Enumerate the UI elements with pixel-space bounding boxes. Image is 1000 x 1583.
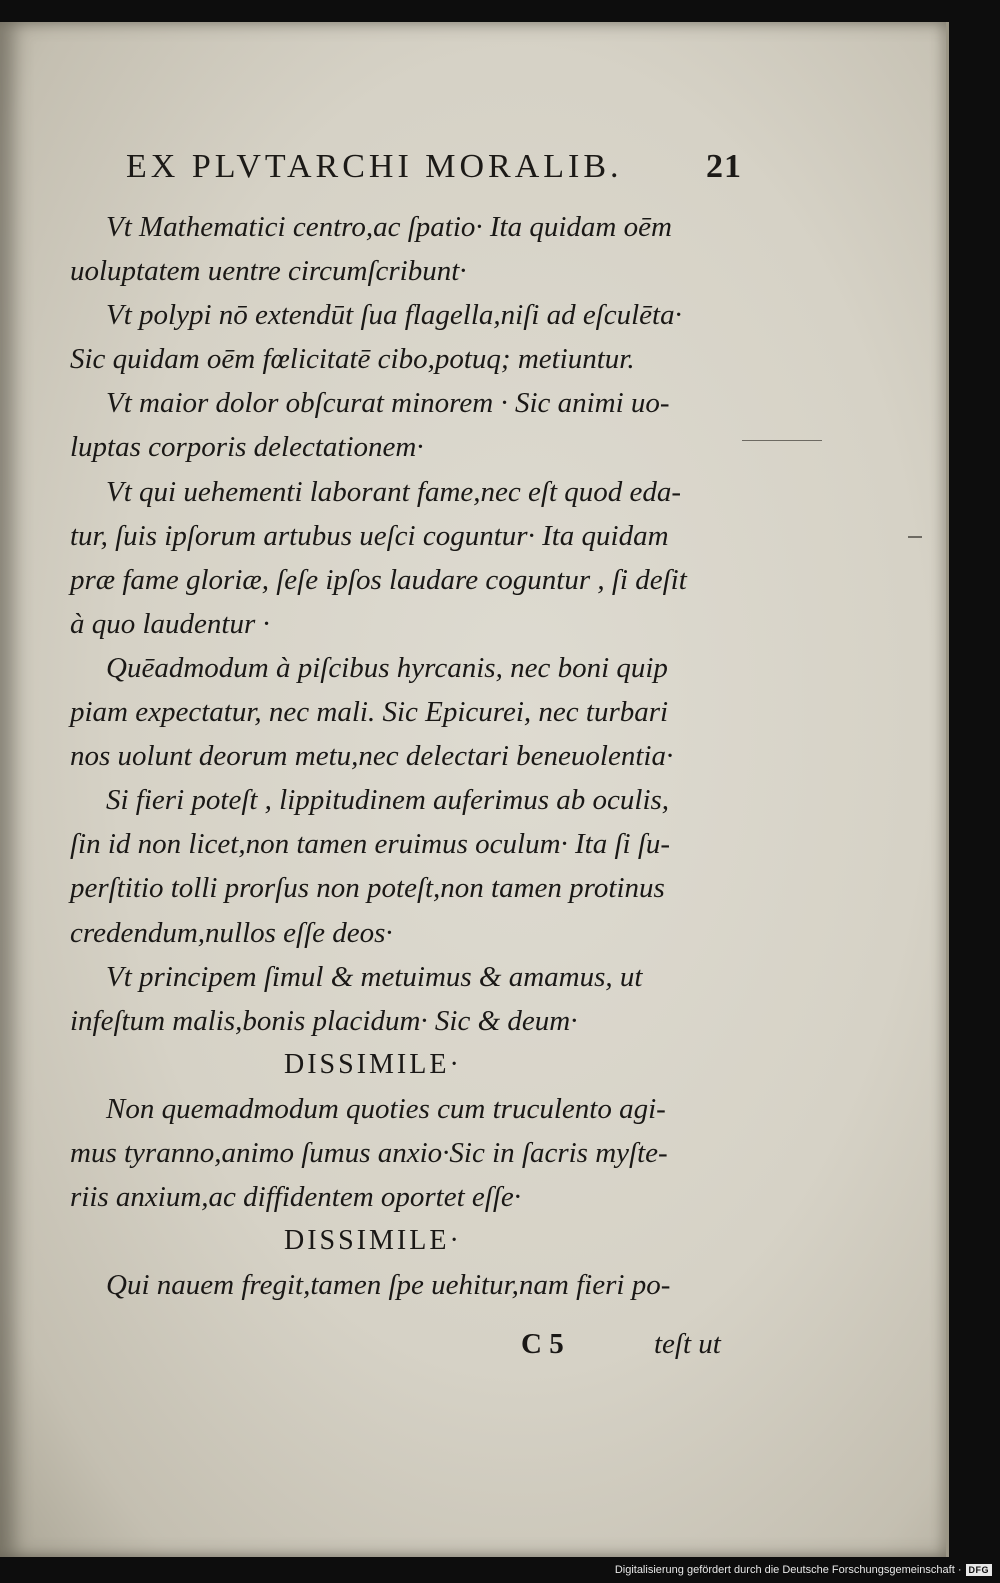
footer-credit: Digitalisierung gefördert durch die Deutsche Forschungsgemeinschaft · (614, 1564, 962, 1576)
text-line: ſin id non licet,non tamen eruimus oculum· Ita ſi ſu- (70, 828, 671, 861)
catchword: teſt ut (654, 1328, 721, 1360)
text-line: à quo laudentur · (70, 607, 270, 640)
text-line: mus tyranno,animo ſumus anxio·Sic in ſacris myſte- (70, 1136, 668, 1169)
text-line: præ fame gloriæ, ſeſe ipſos laudare coguntur , ſi deſit (70, 563, 687, 596)
digitization-footer (615, 1561, 992, 1579)
margin-rule (742, 440, 822, 441)
text-line: Si fieri poteſt , lippitudinem auferimus ab oculis, (106, 784, 670, 817)
running-title: EX PLVTARCHI MORALIB. (126, 148, 623, 185)
book-page (0, 22, 949, 1557)
text-line: Vt Mathematici centro,ac ſpatio· Ita quidam oēm (106, 211, 672, 243)
text-line: credendum,nullos eſſe deos· (70, 916, 393, 949)
page-number: 21 (706, 148, 742, 185)
text-line: piam expectatur, nec mali. Sic Epicurei, nec turbari (70, 696, 669, 729)
text-line: Qui nauem fregit,tamen ſpe uehitur,nam fieri po- (106, 1269, 671, 1302)
text-line: Vt principem ſimul & metuimus & amamus, ut (106, 960, 643, 993)
text-line: perſtitio tolli prorſus non poteſt,non tamen protinus (70, 872, 665, 905)
text-line: Vt maior dolor obſcurat minorem · Sic animi uo- (106, 387, 670, 420)
text-line: Vt polypi nō extendūt ſua flagella,niſi ad eſculēta· (106, 299, 682, 332)
text-line: Sic quidam oēm fœlicitatē cibo,potuq; metiuntur. (70, 343, 635, 376)
margin-tick (908, 536, 922, 538)
text-line: infeſtum malis,bonis placidum· Sic & deum· (70, 1004, 578, 1037)
text-line: luptas corporis delectationem· (70, 431, 424, 464)
text-line: tur, ſuis ipſorum artubus ueſci coguntur· Ita quidam (70, 519, 669, 552)
signature-mark: C 5 (521, 1328, 564, 1360)
section-heading: DISSIMILE· (284, 1048, 462, 1080)
text-block (70, 205, 742, 1307)
dfg-logo: DFG (966, 1564, 993, 1576)
text-line: riis anxium,ac diffidentem oportet eſſe· (70, 1181, 522, 1214)
text-line: Non quemadmodum quoties cum truculento agi- (106, 1092, 666, 1125)
text-line: uoluptatem uentre circumſcribunt· (70, 255, 467, 288)
text-line: Vt qui uehementi laborant fame,nec eſt quod eda- (106, 475, 682, 508)
text-line: Quēadmodum à piſcibus hyrcanis, nec boni quip (106, 651, 668, 684)
section-heading: DISSIMILE· (284, 1225, 462, 1257)
text-line: nos uolunt deorum metu,nec delectari beneuolentia· (70, 740, 674, 773)
